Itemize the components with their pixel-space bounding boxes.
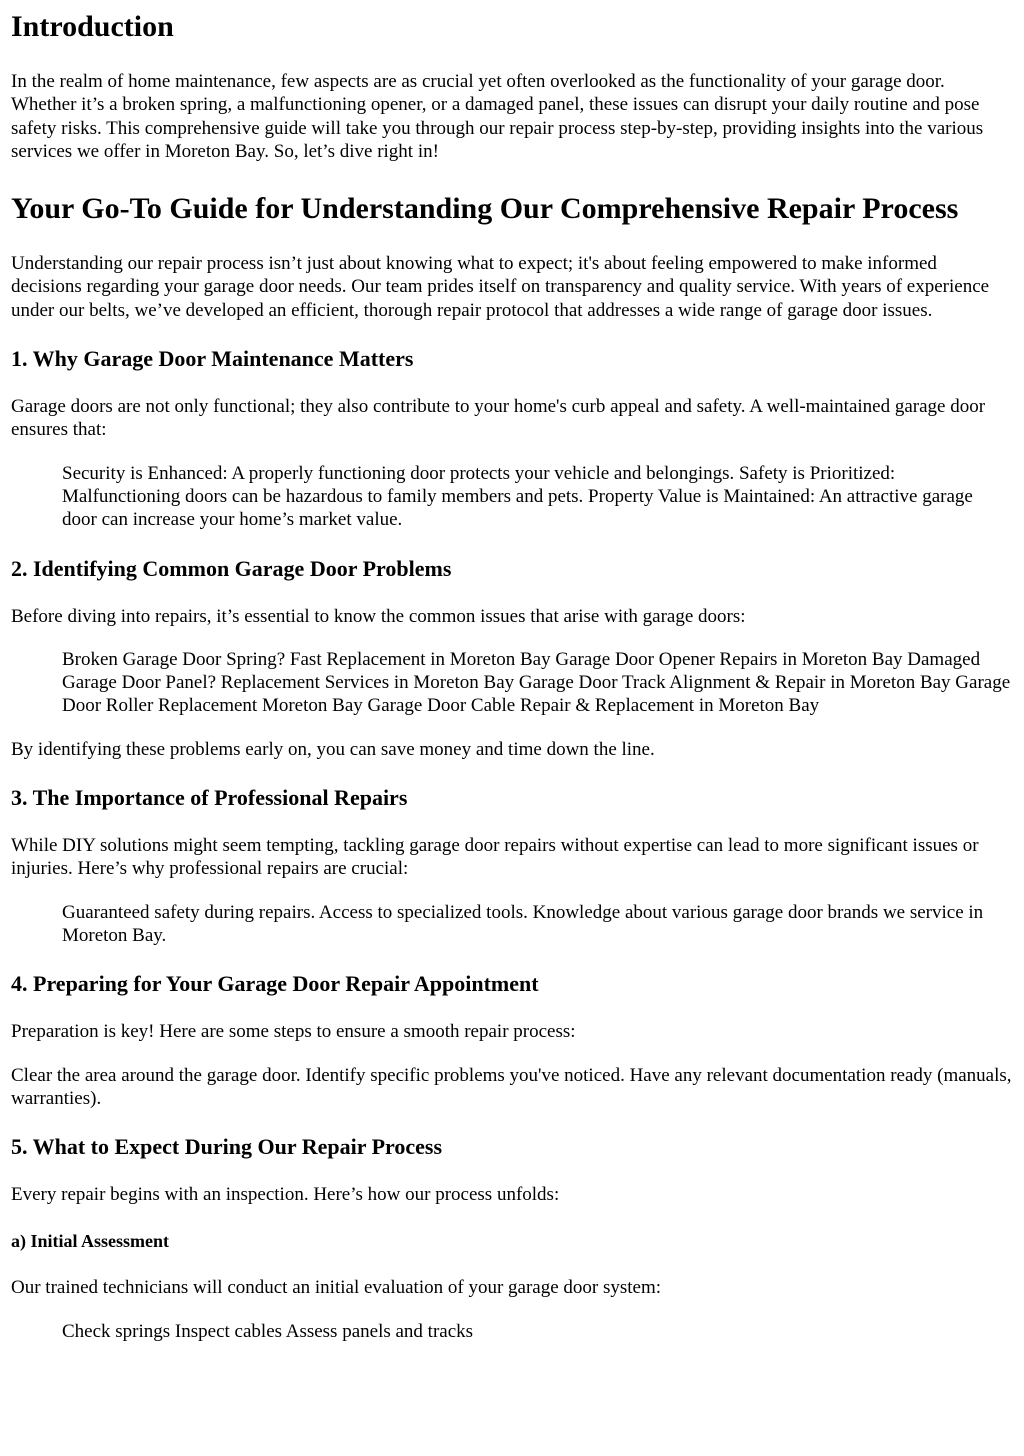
guide-paragraph: Understanding our repair process isn’t just about knowing what to expect; it's about feeling empowered to make informed decisions regarding your garage door needs. Our team prides itself on transparency and quality service. With years of experience under our belts, we’ve developed an efficient, thorough repair protocol that addresses a wide range of garage door issues. [11, 253, 990, 321]
section-3-heading: 3. The Importance of Professional Repairs [11, 785, 408, 811]
section-2-followup: By identifying these problems early on, you can save money and time down the line. [11, 738, 655, 760]
section-2-paragraph: Before diving into repairs, it’s essential to know the common issues that arise with garage doors: [11, 605, 746, 627]
section-1-paragraph: Garage doors are not only functional; they also contribute to your home's curb appeal and safety. A well-maintained garage door ensures that: [11, 396, 986, 441]
section-5a-heading: a) Initial Assessment [11, 1231, 170, 1252]
intro-paragraph: In the realm of home maintenance, few aspects are as crucial yet often overlooked as the functionality of your garage door. Whether it’s a broken spring, a malfunctioning opener, or a damaged panel, these issues can disrupt your daily routine and pose safety risks. This comprehensive guide will take you through our repair process step-by-step, providing insights into the various services we offer in Moreton Bay. So, let’s dive right in! [11, 71, 984, 162]
article [0, 10, 1024, 1343]
section-3-paragraph: While DIY solutions might seem tempting, tackling garage door repairs without expertise can lead to more significant issues or injuries. Here’s why professional repairs are crucial: [11, 835, 979, 880]
guide-heading: Your Go-To Guide for Understanding Our Comprehensive Repair Process [11, 192, 959, 226]
section-2-heading: 2. Identifying Common Garage Door Problems [11, 555, 452, 581]
section-3-blockquote: Guaranteed safety during repairs. Access to specialized tools. Knowledge about various garage door brands we service in Moreton Bay. [62, 901, 984, 946]
section-2-blockquote: Broken Garage Door Spring? Fast Replacement in Moreton Bay Garage Door Opener Repairs in Moreton Bay Damaged Garage Door Panel? Replacement Services in Moreton Bay Garage Door Track Alignment & Repair in Moreton Bay Garage Door Roller Replacement Moreton Bay Garage Door Cable Repair & Replacement in Moreton Bay [62, 648, 1011, 717]
section-5a-blockquote: Check springs Inspect cables Assess panels and tracks [62, 1320, 474, 1342]
section-5-paragraph: Every repair begins with an inspection. Here’s how our process unfolds: [11, 1184, 560, 1206]
section-1-blockquote: Security is Enhanced: A properly functioning door protects your vehicle and belongings. Safety is Prioritized: Malfunctioning doors can be hazardous to family members and pets. Property Value is Maintained: An attractive garage door can increase your home’s market value. [62, 462, 973, 531]
section-5-heading: 5. What to Expect During Our Repair Process [11, 1134, 443, 1160]
section-4-steps: Clear the area around the garage door. Identify specific problems you've noticed. Have any relevant documentation ready (manuals, warranties). [11, 1064, 1012, 1109]
section-1-heading: 1. Why Garage Door Maintenance Matters [11, 346, 414, 372]
section-4-paragraph: Preparation is key! Here are some steps to ensure a smooth repair process: [11, 1021, 576, 1043]
section-5a-paragraph: Our trained technicians will conduct an initial evaluation of your garage door system: [11, 1277, 662, 1299]
intro-heading: Introduction [11, 10, 174, 43]
section-4-heading: 4. Preparing for Your Garage Door Repair Appointment [11, 971, 539, 997]
